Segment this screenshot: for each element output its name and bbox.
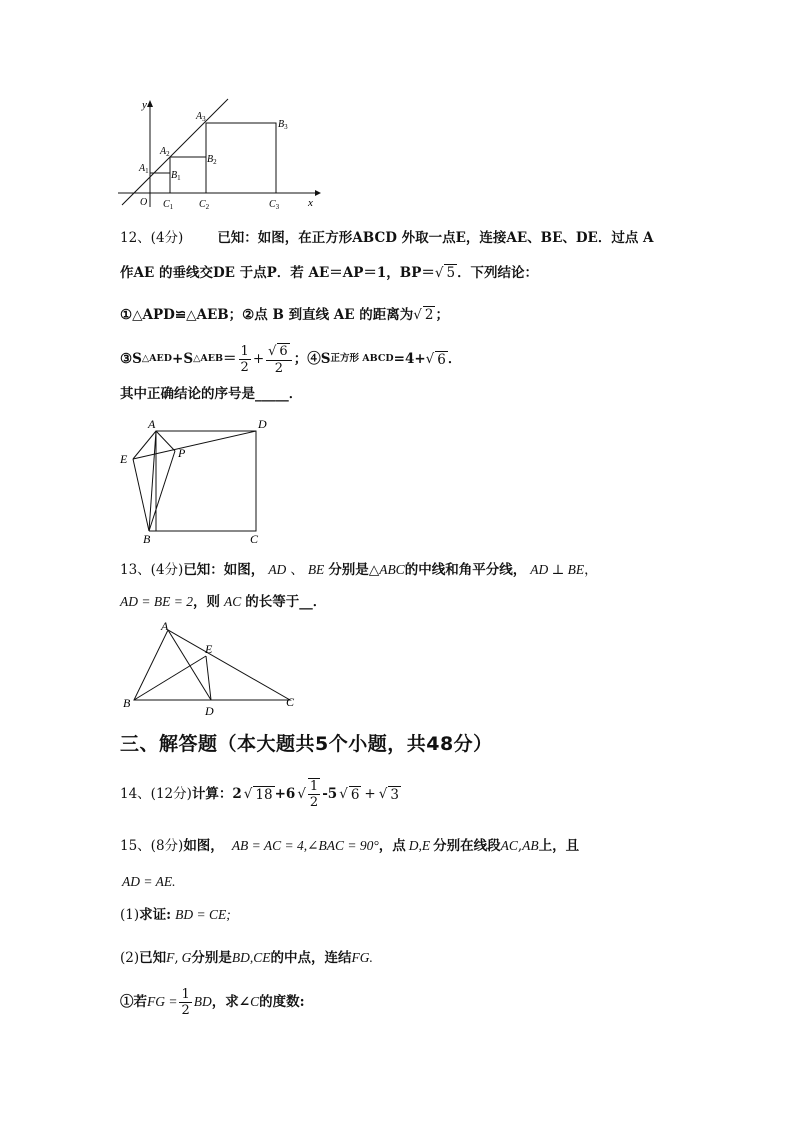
q13-text-a: 已知：如图， <box>183 562 265 578</box>
label-E: E <box>120 452 128 466</box>
q12-conclusion-end: ； <box>435 307 449 323</box>
q12-c3-sub2: △AEB <box>193 353 224 364</box>
label-E: E <box>205 642 213 656</box>
q15-number: 15、(8分) <box>120 838 184 854</box>
q15-part2 <box>120 948 373 968</box>
q13-text-b: 分别是 <box>328 562 369 578</box>
q15-part1 <box>120 905 231 925</box>
diagonal-line <box>122 99 228 205</box>
q14-sqrt6: 6 <box>350 786 360 803</box>
q12-conclusion-3-4: ③S △AED +S △AEB ＝ $\frac{1}{2}$ + $\frac{√ 6}{2}$ ；④S 正方形 ABCD =4+ √ 6 ． <box>120 343 462 376</box>
origin-label: O <box>140 197 148 208</box>
q13-equation: AD = BE = 2 <box>120 594 193 609</box>
q15-part2-number: (2) <box>120 950 140 966</box>
square-abcd <box>156 431 256 531</box>
q15-part2-text3: 的中点，连结 <box>270 950 352 966</box>
label-C: C <box>250 532 259 544</box>
q13-comma: ， <box>584 562 598 578</box>
point-label-C3: $C_3$ <box>269 199 280 211</box>
section-heading: 三、解答题（本大题共5个小题，共48分） <box>120 733 493 755</box>
q12-text-line2: 作AE 的垂线交DE 于点P．若 AE＝AP＝1，BP＝ <box>120 265 435 281</box>
q13-ad: AD <box>268 562 287 577</box>
q14-coef1: 2 <box>232 786 242 802</box>
q14-coef3: -5 <box>322 786 338 802</box>
q12-c3-eq: ＝ <box>223 351 237 367</box>
label-D: D <box>205 704 214 718</box>
q12-c3-plus-s: +S <box>172 351 194 367</box>
point-label-C1: $C_1$ <box>163 199 174 211</box>
q15-part1-number: (1) <box>120 907 140 923</box>
segment-de <box>133 431 256 459</box>
point-label-A2: $A_2$ <box>160 146 170 158</box>
q15-g: G <box>181 950 192 965</box>
q15-text-b: ，点 <box>378 838 406 854</box>
label-B: B <box>143 532 151 544</box>
segment-bp <box>149 451 175 531</box>
q13-triangle-figure <box>116 618 306 720</box>
segment-ab <box>149 431 156 531</box>
q13-ac: AC <box>223 594 242 609</box>
q12-c4-eq: =4+ <box>393 351 426 367</box>
y-axis-label: y <box>142 99 147 111</box>
q14-frac-half: $\frac{1}{2}$ <box>309 779 319 810</box>
q15-bd: BD <box>193 994 212 1009</box>
median-ad <box>168 630 211 700</box>
q12-question: 其中正确结论的序号是_____． <box>120 386 303 402</box>
q13-sep: 、 <box>290 562 304 578</box>
q12-sqrt2: 2 <box>424 307 434 323</box>
q15-fg: FG. <box>351 950 373 965</box>
label-A: A <box>148 417 156 431</box>
q12-c3-s: ③S <box>120 351 142 367</box>
point-label-B3: $B_3$ <box>278 119 288 131</box>
point-label-A3: $A_3$ <box>196 111 206 123</box>
label-P: P <box>178 446 186 460</box>
q14-number: 14、(12分) <box>120 786 192 802</box>
q15-ab: AB <box>522 838 539 853</box>
q12-c3-sub1: △AED <box>141 353 173 364</box>
q15-subpart1 <box>120 982 305 1022</box>
q15-part2-text: 已知 <box>139 950 167 966</box>
q12-c4-sub: 正方形 ABCD <box>330 353 394 364</box>
q12-square-figure <box>112 412 277 544</box>
q12-c4-s: ；④S <box>293 351 331 367</box>
q15-sub1-ask: ，求∠ <box>211 994 251 1010</box>
q13-number: 13、(4分) <box>120 562 184 578</box>
q15-fg-comma: , <box>174 950 179 966</box>
q12-number: 12、(4分) <box>120 230 184 246</box>
q12-frac-half: $\frac{1}{2}$ <box>240 343 249 375</box>
q12-line1 <box>120 228 654 248</box>
segment-ap <box>156 431 175 451</box>
label-D: D <box>258 417 267 431</box>
point-label-B1: $B_1$ <box>171 170 181 182</box>
q15-sub1-text: ①若 <box>120 994 147 1010</box>
q15-angle-c: C <box>250 994 260 1009</box>
point-label-A1: $A_1$ <box>139 163 149 175</box>
q15-part1-text: 求证: <box>139 907 172 923</box>
q15-condition: AB = AC = 4,∠BAC = 90° <box>231 838 379 853</box>
x-axis-arrow <box>315 190 321 196</box>
label-B: B <box>123 696 131 710</box>
q15-text-c: 分别在线段 <box>433 838 501 854</box>
q15-bd-ce: BD,CE <box>231 950 271 965</box>
q12-line2: 作AE 的垂线交DE 于点P．若 AE＝AP＝1，BP＝√ 5 ．下列结论： <box>120 265 539 281</box>
q15-ac: AC <box>500 838 518 853</box>
q15-sub1-end: 的度数: <box>259 994 305 1010</box>
q14-sqrt3: 3 <box>390 786 399 803</box>
point-label-C2: $C_2$ <box>199 199 210 211</box>
x-axis-label: x <box>308 197 313 209</box>
q13-line1 <box>120 560 598 580</box>
q14-coef2: +6 <box>274 786 296 802</box>
q14-sqrt18: 18 <box>255 786 273 803</box>
q12-text-line2-end: ．下列结论： <box>457 265 539 281</box>
q12-frac-sqrt6-over-2: $\frac{√ 6}{2}$ <box>266 343 292 376</box>
q14-plus: + <box>364 786 376 802</box>
triangle-abc <box>134 630 290 700</box>
q14-line: 14、(12分) 计算： 2 √ 18 +6 √ $\frac{1}{2}$ -5 √ 6 + √ 3 <box>120 779 399 810</box>
q13-text-c: 的中线和角平分线， <box>404 562 527 578</box>
q12-text-line1: 已知：如图，在正方形ABCD 外取一点E，连接AE、BE、DE．过点 A <box>217 230 654 246</box>
q12-sqrt5: 5 <box>446 265 456 281</box>
q13-perp: AD ⊥ BE <box>530 562 585 577</box>
q13-text-e: 的长等于__． <box>245 594 327 610</box>
q15-f: F <box>166 950 175 965</box>
point-label-B2: $B_2$ <box>207 154 217 166</box>
segment-be <box>133 459 149 531</box>
staircase-squares-figure <box>110 95 325 215</box>
label-A: A <box>161 619 169 633</box>
q15-de: D,E <box>408 838 431 853</box>
q15-comma: , <box>517 838 523 854</box>
q12-sqrt6: 6 <box>437 351 446 368</box>
q15-frac-half: $\frac{1}{2}$ <box>181 986 190 1018</box>
q12-conclusion-1-2: ①△APD≌△AEB；②点 B 到直线 AE 的距离为√ 2 ； <box>120 307 449 323</box>
label-C: C <box>286 695 295 709</box>
q13-text-d: ，则 <box>192 594 220 610</box>
q15-part1-expr: BD = CE; <box>175 907 231 922</box>
q15-text-a: 如图， <box>183 838 224 854</box>
q15-part2-text2: 分别是 <box>191 950 232 966</box>
q15-fg-eq: FG = <box>147 994 178 1009</box>
square-1 <box>150 173 170 193</box>
q12-c3-plus: + <box>252 351 265 367</box>
q13-be: BE <box>307 562 325 577</box>
q13-line2 <box>120 592 326 612</box>
q12-conclusion-text: ①△APD≌△AEB；②点 B 到直线 AE 的距离为 <box>120 307 414 323</box>
q15-condition2: AD = AE. <box>122 874 176 889</box>
q12-c4-end: ． <box>447 351 462 367</box>
q15-text-e: 上，且 <box>538 838 580 854</box>
q14-text: 计算： <box>191 786 233 802</box>
q15-line1 <box>120 836 579 856</box>
q13-triangle: △ABC <box>368 562 405 577</box>
y-axis-arrow <box>147 100 153 107</box>
